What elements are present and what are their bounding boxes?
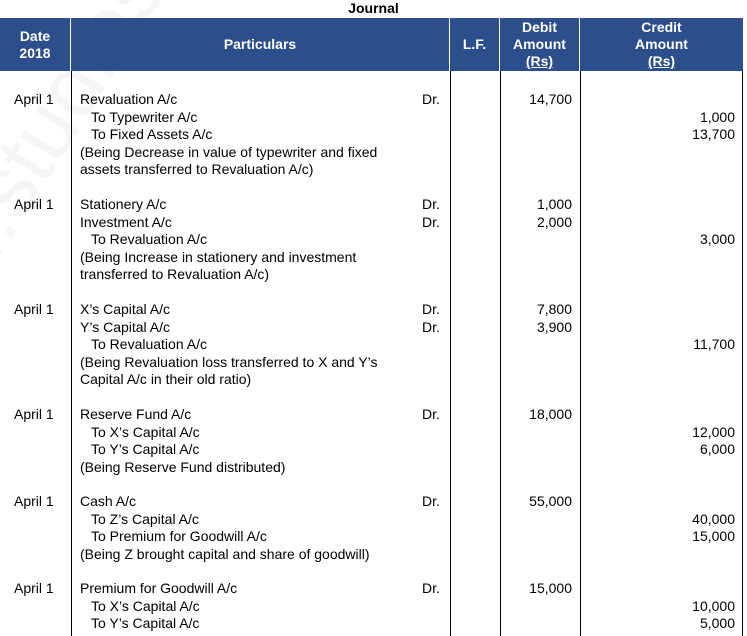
credit-amount: 15,000 xyxy=(692,528,735,544)
header-debit xyxy=(500,18,580,71)
particular-credit-line: To Revaluation A/c xyxy=(91,336,207,352)
debit-amount: 3,900 xyxy=(536,318,572,335)
particular-credit-line: To Premium for Goodwill A/c xyxy=(91,528,267,544)
credit-amount: 1,000 xyxy=(699,108,735,125)
journal-title: Journal xyxy=(348,0,399,16)
particular-line: transferred to Revaluation A/c) xyxy=(80,266,270,282)
header-debit-line1: Debit xyxy=(521,19,557,35)
particular-line: Premium for Goodwill A/c xyxy=(80,580,238,596)
column-divider xyxy=(500,71,501,636)
entry-date: April 1 xyxy=(14,493,54,509)
particular-line: (Being Decrease in value of typewriter and fixed xyxy=(80,143,378,160)
dr-marker: Dr. xyxy=(422,196,440,212)
particular-credit-line: To Z’s Capital A/c xyxy=(91,510,199,527)
particular-line: Investment A/c xyxy=(80,213,172,230)
particular-line: Revaluation A/c xyxy=(80,91,178,107)
column-divider xyxy=(71,71,72,636)
particular-credit-line: To Typewriter A/c xyxy=(91,108,198,125)
header-date-line2: 2018 xyxy=(19,44,51,61)
entry-date: April 1 xyxy=(14,91,54,107)
debit-amount: 14,700 xyxy=(529,91,572,107)
header-date xyxy=(0,18,71,71)
credit-amount: 3,000 xyxy=(699,231,735,247)
particular-line: Cash A/c xyxy=(80,493,137,509)
debit-amount: 1,000 xyxy=(536,196,572,212)
particular-line: Capital A/c in their old ratio) xyxy=(80,371,252,387)
particular-line: (Being Z brought capital and share of goodwill) xyxy=(80,545,370,562)
entry-date: April 1 xyxy=(14,301,54,317)
debit-amount: 7,800 xyxy=(536,301,572,317)
header-particulars xyxy=(71,18,450,71)
particular-line: (Being Reserve Fund distributed) xyxy=(80,458,286,475)
header-credit-line1: Credit xyxy=(641,19,682,35)
dr-marker: Dr. xyxy=(422,580,440,596)
debit-amount: 2,000 xyxy=(536,213,572,230)
particular-credit-line: To X’s Capital A/c xyxy=(91,423,200,440)
credit-amount: 13,700 xyxy=(692,126,735,142)
debit-amount: 15,000 xyxy=(529,580,572,596)
particular-credit-line: To X’s Capital A/c xyxy=(91,597,200,614)
dr-marker: Dr. xyxy=(422,213,440,230)
particular-credit-line: To Revaluation A/c xyxy=(91,231,207,247)
header-credit-line2: Amount xyxy=(635,36,688,52)
dr-marker: Dr. xyxy=(422,91,440,107)
entry-date: April 1 xyxy=(14,406,54,422)
header-date-line1: Date xyxy=(19,27,51,44)
dr-marker: Dr. xyxy=(422,493,440,509)
header-credit-line3: (Rs) xyxy=(647,53,676,69)
credit-amount: 11,700 xyxy=(693,336,735,352)
header-lf-label: L.F. xyxy=(462,36,487,52)
header-debit-line3: (Rs) xyxy=(525,53,554,69)
credit-amount: 10,000 xyxy=(692,597,735,614)
particular-credit-line: To Fixed Assets A/c xyxy=(91,126,213,142)
column-divider xyxy=(742,71,743,636)
debit-amount: 55,000 xyxy=(529,493,572,509)
particular-line: assets transferred to Revaluation A/c) xyxy=(80,161,314,177)
dr-marker: Dr. xyxy=(422,406,440,422)
particular-line: Y’s Capital A/c xyxy=(80,318,171,335)
credit-amount: 12,000 xyxy=(692,423,735,440)
entry-date: April 1 xyxy=(14,196,54,212)
header-credit xyxy=(580,18,743,71)
particular-line: (Being Increase in stationery and investment xyxy=(80,248,357,265)
header-lf xyxy=(450,18,500,71)
credit-amount: 6,000 xyxy=(699,441,735,457)
debit-amount: 18,000 xyxy=(529,406,572,422)
particular-credit-line: To Y’s Capital A/c xyxy=(91,441,200,457)
dr-marker: Dr. xyxy=(422,318,440,335)
credit-amount: 40,000 xyxy=(692,510,735,527)
entry-date: April 1 xyxy=(14,580,54,596)
column-divider xyxy=(450,71,451,636)
particular-line: Reserve Fund A/c xyxy=(80,406,192,422)
credit-amount: 5,000 xyxy=(699,615,735,631)
header-particulars-label: Particulars xyxy=(223,36,297,52)
column-divider xyxy=(580,71,581,636)
header-debit-line2: Amount xyxy=(513,36,566,52)
particular-credit-line: To Y’s Capital A/c xyxy=(91,615,200,631)
particular-line: (Being Revaluation loss transferred to X and Y’s xyxy=(80,353,378,370)
particular-line: Stationery A/c xyxy=(80,196,167,212)
particular-line: X’s Capital A/c xyxy=(80,301,171,317)
dr-marker: Dr. xyxy=(422,301,440,317)
